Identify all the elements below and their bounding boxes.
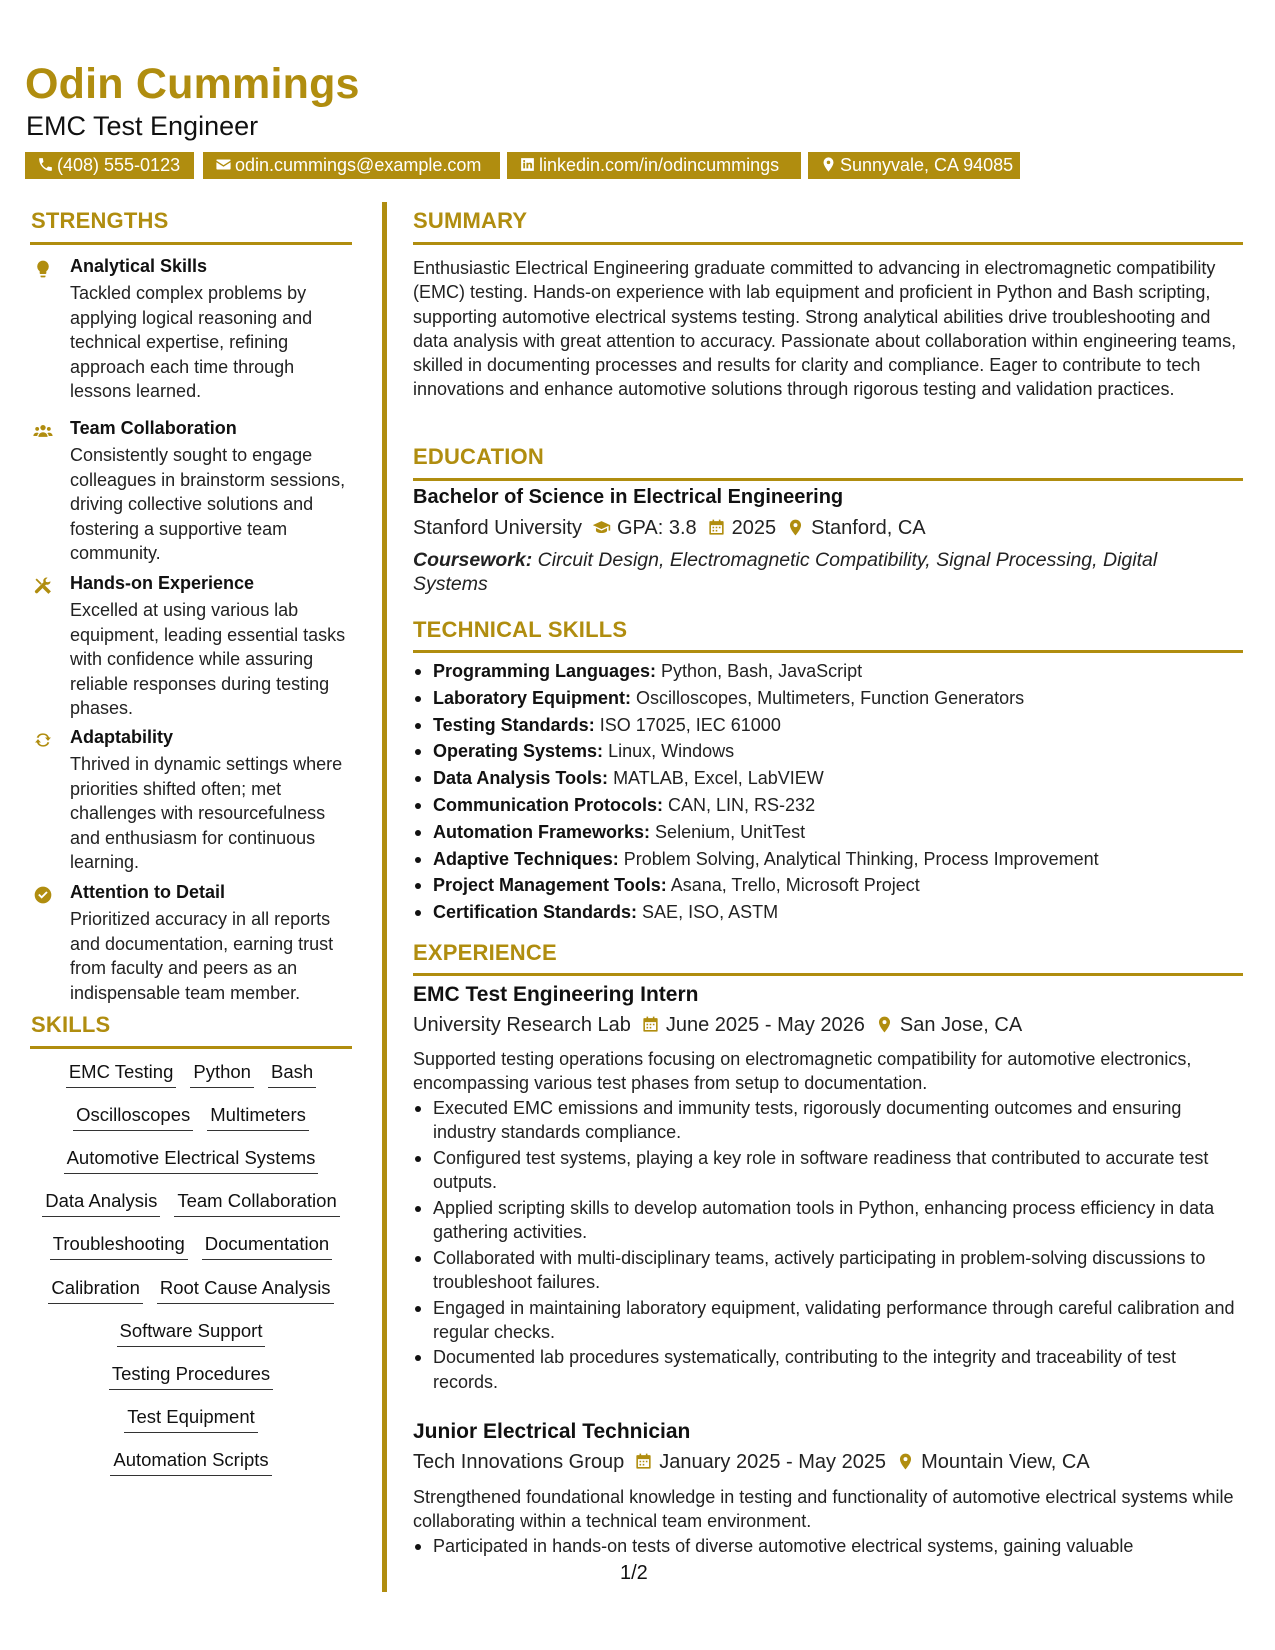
job-bullet: Participated in hands-on tests of diverse automotive electrical systems, gaining valuable [413, 1534, 1243, 1558]
technical-skill-item: Adaptive Techniques: Problem Solving, Analytical Thinking, Process Improvement [413, 847, 1099, 874]
technical-skills-list [413, 659, 1099, 927]
calendar-icon [641, 1015, 660, 1034]
graduation-cap-icon [592, 518, 611, 537]
skill-tag: Automation Scripts [110, 1448, 271, 1476]
users-icon [33, 421, 53, 441]
job-title: EMC Test Engineering Intern [413, 983, 699, 1006]
skills-row [30, 1319, 352, 1347]
technical-skill-item: Communication Protocols: CAN, LIN, RS-232 [413, 793, 1099, 820]
skill-tag: Calibration [48, 1276, 142, 1304]
company-name: University Research Lab [413, 1014, 631, 1036]
skills-row [30, 1448, 352, 1476]
skill-tag: Multimeters [207, 1103, 309, 1131]
summary-title: SUMMARY [413, 208, 528, 233]
strength-description: Consistently sought to engage colleagues in brainstorm sessions, driving collective solutions and fostering a supportive team community. [70, 445, 346, 563]
contact-email-text: odin.cummings@example.com [235, 155, 482, 175]
strength-description: Prioritized accuracy in all reports and documentation, earning trust from faculty and peers as an indispensable team member. [70, 909, 334, 1003]
technical-skill-item: Operating Systems: Linux, Windows [413, 739, 1099, 766]
location-pin-icon [786, 518, 805, 537]
skills-row [30, 1362, 352, 1390]
job-dates: June 2025 - May 2026 [665, 1014, 865, 1036]
skills-title: SKILLS [31, 1012, 111, 1037]
contact-phone-text: (408) 555-0123 [57, 155, 181, 175]
skills-row [30, 1060, 352, 1088]
strength-title: Analytical Skills [70, 256, 208, 276]
job-bullet: Documented lab procedures systematically, contributing to the integrity and traceability of test records. [413, 1345, 1243, 1394]
calendar-icon [707, 518, 726, 537]
gpa: GPA: 3.8 [616, 517, 697, 539]
technical-skills-rule [413, 650, 1243, 653]
job-meta [413, 1014, 1022, 1037]
candidate-name: Odin Cummings [25, 60, 360, 108]
coursework-label: Coursework: [413, 549, 533, 571]
page-number: 1/2 [620, 1562, 648, 1584]
skill-tag: Testing Procedures [109, 1362, 273, 1390]
job-bullet: Engaged in maintaining laboratory equipment, validating performance through careful calibration and regular checks. [413, 1296, 1243, 1345]
technical-skill-item: Data Analysis Tools: MATLAB, Excel, LabVIEW [413, 766, 1099, 793]
technical-skill-item: Automation Frameworks: Selenium, UnitTest [413, 820, 1099, 847]
job-location: San Jose, CA [899, 1014, 1023, 1036]
skills-row [30, 1232, 352, 1260]
location-pin-icon [875, 1015, 894, 1034]
linkedin-icon [519, 156, 536, 173]
strength-title: Team Collaboration [70, 418, 237, 438]
strengths-title: STRENGTHS [31, 208, 169, 233]
job-bullets [413, 1096, 1243, 1395]
strength-title: Attention to Detail [70, 882, 225, 902]
skill-tag: Test Equipment [124, 1405, 258, 1433]
coursework-list: Circuit Design, Electromagnetic Compatibility, Signal Processing, Digital Systems [413, 549, 1158, 595]
strengths-rule [30, 242, 352, 245]
column-divider [382, 202, 387, 1592]
skill-tag: Data Analysis [42, 1189, 160, 1217]
technical-skill-item: Laboratory Equipment: Oscilloscopes, Multimeters, Function Generators [413, 686, 1099, 713]
location-pin-icon [896, 1452, 915, 1471]
summary-text: Enthusiastic Electrical Engineering graduate committed to advancing in electromagnetic compatibility (EMC) testing. Hands-on experience with lab equipment and proficient in Python and Bash scripting, supporting automotive electrical systems testing. Strong analytical abilities drive troubleshooting and data analysis with great attention to accuracy. Passionate about collaboration within engineering teams, skilled in documenting processes and results for clarity and compliance. Eager to contribute to tech innovations and enhance automotive solutions through rigorous testing and validation practices. [413, 258, 1237, 400]
skill-tag: Documentation [202, 1232, 332, 1260]
job-summary: Supported testing operations focusing on electromagnetic compatibility for automotive electronics, encompassing various test phases from setup to documentation. [413, 1049, 1192, 1094]
company-name: Tech Innovations Group [413, 1451, 625, 1473]
phone-icon [37, 156, 54, 173]
job-location: Mountain View, CA [921, 1451, 1090, 1473]
job-meta [413, 1451, 1090, 1474]
strength-title: Hands-on Experience [70, 573, 255, 593]
tools-icon [33, 576, 53, 596]
skill-tag: Software Support [117, 1319, 266, 1347]
degree-title: Bachelor of Science in Electrical Engineering [413, 486, 844, 508]
job-bullet: Collaborated with multi-disciplinary teams, actively participating in problem-solving discussions to troubleshoot failures. [413, 1246, 1243, 1295]
skills-row [30, 1103, 352, 1131]
education-meta [413, 517, 926, 540]
contact-linkedin[interactable] [507, 152, 801, 179]
contact-linkedin-text: linkedin.com/in/odincummings [539, 155, 780, 175]
contact-location-text: Sunnyvale, CA 94085 [840, 155, 1014, 175]
skills-row [30, 1405, 352, 1433]
strength-description: Excelled at using various lab equipment, leading essential tasks with confidence while assuring reliable responses during testing phases. [70, 600, 346, 718]
skill-tag: Troubleshooting [50, 1232, 188, 1260]
job-bullet: Applied scripting skills to develop automation tools in Python, enhancing process efficiency in data gathering activities. [413, 1196, 1243, 1245]
technical-skill-item: Project Management Tools: Asana, Trello, Microsoft Project [413, 873, 1099, 900]
contact-phone[interactable] [25, 152, 194, 179]
contact-location[interactable] [808, 152, 1020, 179]
experience-title: EXPERIENCE [413, 940, 557, 965]
education-title: EDUCATION [413, 444, 544, 469]
technical-skill-item: Certification Standards: SAE, ISO, ASTM [413, 900, 1099, 927]
skill-tag: Automotive Electrical Systems [64, 1146, 319, 1174]
skill-tag: Root Cause Analysis [157, 1276, 334, 1304]
skill-tag: Team Collaboration [174, 1189, 339, 1217]
technical-skills-title: TECHNICAL SKILLS [413, 617, 628, 642]
check-circle-icon [33, 885, 53, 905]
skills-row [30, 1146, 352, 1174]
strength-title: Adaptability [70, 727, 174, 747]
job-title: Junior Electrical Technician [413, 1420, 691, 1443]
skills-rule [30, 1046, 352, 1049]
strength-description: Tackled complex problems by applying logical reasoning and technical expertise, refining approach each time through lessons learned. [70, 283, 313, 401]
education-location: Stanford, CA [811, 517, 926, 539]
job-bullets [413, 1534, 1243, 1560]
coursework [413, 548, 1193, 596]
job-bullet: Executed EMC emissions and immunity tests, rigorously documenting outcomes and ensuring industry standards compliance. [413, 1096, 1243, 1145]
sync-icon [33, 730, 53, 750]
summary-rule [413, 242, 1243, 245]
strength-description: Thrived in dynamic settings where priorities shifted often; met challenges with resourcefulness and enthusiasm for continuous learning. [70, 754, 343, 872]
job-dates: January 2025 - May 2025 [659, 1451, 887, 1473]
job-bullet: Configured test systems, playing a key role in software readiness that contributed to accurate test outputs. [413, 1146, 1243, 1195]
contact-email[interactable] [203, 152, 500, 179]
skill-tag: Python [190, 1060, 254, 1088]
experience-rule [413, 973, 1243, 976]
job-summary: Strengthened foundational knowledge in testing and functionality of automotive electrical systems while collaborating within a technical team environment. [413, 1487, 1234, 1532]
envelope-icon [215, 156, 232, 173]
calendar-icon [634, 1452, 653, 1471]
graduation-year: 2025 [731, 517, 777, 539]
skill-tag: Bash [268, 1060, 316, 1088]
skill-tag: Oscilloscopes [73, 1103, 193, 1131]
technical-skill-item: Testing Standards: ISO 17025, IEC 61000 [413, 713, 1099, 740]
school-name: Stanford University [413, 517, 582, 539]
skill-tag: EMC Testing [66, 1060, 177, 1088]
location-pin-icon [820, 156, 837, 173]
candidate-role: EMC Test Engineer [26, 111, 259, 141]
skills-row [30, 1189, 352, 1217]
skills-row [30, 1276, 352, 1304]
lightbulb-icon [33, 259, 53, 279]
technical-skill-item: Programming Languages: Python, Bash, JavaScript [413, 659, 1099, 686]
education-rule [413, 478, 1243, 481]
